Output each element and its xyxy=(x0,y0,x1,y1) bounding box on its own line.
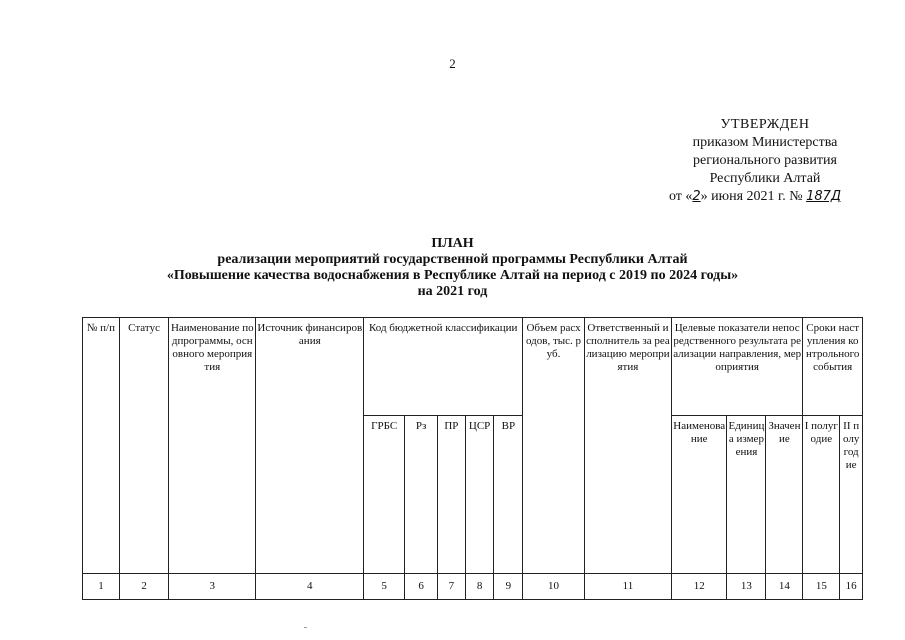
title-line: реализации мероприятий государственной программы Республики Алтай xyxy=(217,252,688,267)
header-grbs: ГРБС xyxy=(364,416,405,574)
date-prefix: от « xyxy=(668,189,693,204)
header-vr: ВР xyxy=(494,416,523,574)
column-number: 13 xyxy=(727,574,766,600)
column-number: 3 xyxy=(169,574,256,600)
header-half2: II полугодие xyxy=(840,416,863,574)
header-name: Наименование подпрограммы, основного мероприятия xyxy=(169,318,256,574)
scan-mark xyxy=(304,627,307,628)
column-number: 10 xyxy=(523,574,585,600)
header-volume: Объем расходов, тыс. руб. xyxy=(523,318,585,574)
header-num: № п/п xyxy=(83,318,120,574)
column-number: 12 xyxy=(672,574,727,600)
column-number: 7 xyxy=(438,574,466,600)
header-source: Источник финансирования xyxy=(256,318,364,574)
approval-line: приказом Министерства xyxy=(692,135,838,150)
header-target-name: Наименование xyxy=(672,416,727,574)
date-mid: » июня 2021 г. № xyxy=(700,189,803,204)
handwritten-order-number: 187Д xyxy=(806,189,842,204)
header-row xyxy=(83,318,863,416)
column-number: 1 xyxy=(83,574,120,600)
column-number-row xyxy=(83,574,863,600)
column-number: 6 xyxy=(405,574,438,600)
header-budget-code: Код бюджетной классификации xyxy=(364,318,523,416)
header-status: Статус xyxy=(119,318,168,574)
column-number: 2 xyxy=(119,574,168,600)
header-targets: Целевые показатели непосредственного результата реализации направления, мероприятия xyxy=(672,318,803,416)
header-value: Значение xyxy=(766,416,803,574)
page-number: 2 xyxy=(449,56,456,71)
header-deadline: Сроки наступления контрольного события xyxy=(803,318,863,416)
approval-line: Республики Алтай xyxy=(709,171,821,186)
column-number: 8 xyxy=(465,574,494,600)
approval-heading: УТВЕРЖДЕН xyxy=(720,117,810,132)
document-title xyxy=(0,236,905,300)
column-number: 15 xyxy=(803,574,840,600)
header-rz: Рз xyxy=(405,416,438,574)
approval-stamp xyxy=(640,116,890,206)
column-number: 14 xyxy=(766,574,803,600)
header-unit: Единица измерения xyxy=(727,416,766,574)
column-number: 16 xyxy=(840,574,863,600)
plan-table xyxy=(82,317,863,600)
title-line: на 2021 год xyxy=(417,284,488,299)
header-pr: ПР xyxy=(438,416,466,574)
column-number: 4 xyxy=(256,574,364,600)
header-csr: ЦСР xyxy=(465,416,494,574)
column-number: 9 xyxy=(494,574,523,600)
title-line: «Повышение качества водоснабжения в Республике Алтай на период с 2019 по 2024 годы» xyxy=(166,268,739,283)
approval-line: регионального развития xyxy=(693,153,837,168)
column-number: 11 xyxy=(584,574,671,600)
header-responsible: Ответственный исполнитель за реализацию мероприятия xyxy=(584,318,671,574)
approval-date-line xyxy=(620,188,890,206)
column-number: 5 xyxy=(364,574,405,600)
title-line: ПЛАН xyxy=(431,236,474,251)
handwritten-day: 2 xyxy=(692,189,701,204)
header-half1: I полугодие xyxy=(803,416,840,574)
